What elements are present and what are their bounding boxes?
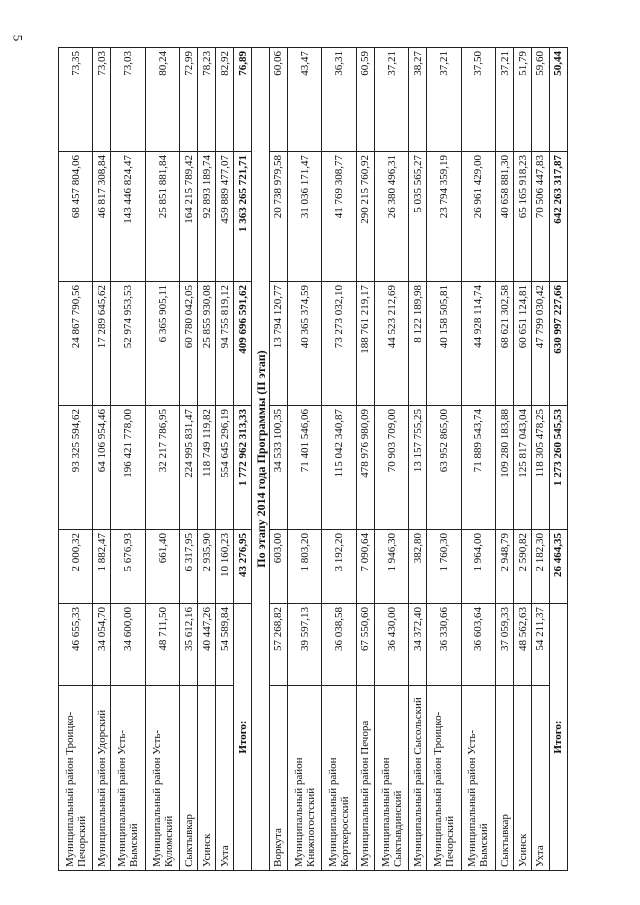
table-row <box>409 48 427 871</box>
table-row <box>216 48 234 871</box>
value-c2: 2 935,90 <box>198 530 216 604</box>
value-c1: 34 054,70 <box>93 604 111 686</box>
value-c6: 43,47 <box>287 48 321 152</box>
table-row <box>287 48 321 871</box>
value-c1: 57 268,82 <box>269 604 287 686</box>
value-c2: 603,00 <box>269 530 287 604</box>
value-c6: 80,24 <box>145 48 179 152</box>
value-c2: 2 948,79 <box>496 530 514 604</box>
value-c5: 290 215 760,92 <box>356 152 374 282</box>
total-c5: 642 263 317,87 <box>549 152 567 282</box>
value-c2: 3 192,20 <box>322 530 356 604</box>
value-c4: 13 794 120,77 <box>269 282 287 406</box>
value-c1: 54 589,84 <box>216 604 234 686</box>
value-c5: 92 893 189,74 <box>198 152 216 282</box>
value-c6: 37,21 <box>374 48 408 152</box>
value-c2: 382,80 <box>409 530 427 604</box>
value-c1: 34 372,40 <box>409 604 427 686</box>
municipality-name: Муниципальный район Усть-Вымский <box>461 686 495 871</box>
total-c4: 409 696 591,62 <box>234 282 252 406</box>
value-c1: 36 330,66 <box>427 604 461 686</box>
value-c6: 78,23 <box>198 48 216 152</box>
value-c6: 38,27 <box>409 48 427 152</box>
value-c6: 60,06 <box>269 48 287 152</box>
value-c2: 7 090,64 <box>356 530 374 604</box>
value-c2: 1 760,30 <box>427 530 461 604</box>
value-c5: 459 889 477,07 <box>216 152 234 282</box>
value-c5: 20 738 979,58 <box>269 152 287 282</box>
value-c2: 5 676,93 <box>111 530 145 604</box>
table-row <box>93 48 111 871</box>
municipality-name: Сыктывкар <box>180 686 198 871</box>
total-c6: 76,89 <box>234 48 252 152</box>
value-c1: 39 597,13 <box>287 604 321 686</box>
value-c6: 36,31 <box>322 48 356 152</box>
municipality-name: Воркута <box>269 686 287 871</box>
value-c6: 37,21 <box>427 48 461 152</box>
document-sheet <box>58 48 568 871</box>
value-c3: 71 401 546,06 <box>287 406 321 530</box>
municipality-name: Усинск <box>198 686 216 871</box>
total-label: Итого: <box>234 604 252 871</box>
value-c3: 93 325 594,62 <box>59 406 93 530</box>
value-c1: 46 655,33 <box>59 604 93 686</box>
table-row <box>514 48 532 871</box>
value-c4: 52 974 953,53 <box>111 282 145 406</box>
municipality-name: Муниципальный район Усть-Вымский <box>111 686 145 871</box>
value-c6: 59,60 <box>532 48 550 152</box>
value-c3: 554 645 296,19 <box>216 406 234 530</box>
value-c5: 164 215 789,42 <box>180 152 198 282</box>
value-c3: 224 995 831,47 <box>180 406 198 530</box>
table-row <box>322 48 356 871</box>
table-row <box>269 48 287 871</box>
value-c6: 73,35 <box>59 48 93 152</box>
value-c3: 125 817 043,04 <box>514 406 532 530</box>
value-c6: 37,21 <box>496 48 514 152</box>
value-c3: 478 976 980,09 <box>356 406 374 530</box>
value-c1: 36 038,58 <box>322 604 356 686</box>
value-c4: 44 523 212,69 <box>374 282 408 406</box>
value-c5: 65 165 918,23 <box>514 152 532 282</box>
value-c3: 71 889 543,74 <box>461 406 495 530</box>
value-c6: 60,59 <box>356 48 374 152</box>
value-c2: 661,40 <box>145 530 179 604</box>
value-c6: 73,03 <box>111 48 145 152</box>
municipality-name: Муниципальный район Троицко-Печорский <box>59 686 93 871</box>
municipality-name: Ухта <box>216 686 234 871</box>
value-c1: 36 603,64 <box>461 604 495 686</box>
municipality-name: Муниципальный район Корткеросский <box>322 686 356 871</box>
total-row <box>549 48 567 871</box>
value-c5: 70 506 447,83 <box>532 152 550 282</box>
total-c5: 1 363 265 721,71 <box>234 152 252 282</box>
value-c4: 40 365 374,59 <box>287 282 321 406</box>
table-row <box>111 48 145 871</box>
value-c6: 73,03 <box>93 48 111 152</box>
total-row <box>234 48 252 871</box>
margin-mark: · ; <box>548 48 551 68</box>
value-c2: 1 803,20 <box>287 530 321 604</box>
value-c3: 64 106 954,46 <box>93 406 111 530</box>
municipality-name: Усинск <box>514 686 532 871</box>
value-c4: 47 799 030,42 <box>532 282 550 406</box>
table-row <box>145 48 179 871</box>
value-c1: 48 562,63 <box>514 604 532 686</box>
value-c5: 46 817 308,84 <box>93 152 111 282</box>
value-c5: 31 036 171,47 <box>287 152 321 282</box>
value-c4: 188 761 219,17 <box>356 282 374 406</box>
table-row <box>532 48 550 871</box>
value-c5: 23 794 359,19 <box>427 152 461 282</box>
municipality-name: Муниципальный район Удорский <box>93 686 111 871</box>
value-c5: 143 446 824,47 <box>111 152 145 282</box>
table-row <box>198 48 216 871</box>
total-c3: 1 273 260 545,53 <box>549 406 567 530</box>
value-c1: 67 550,60 <box>356 604 374 686</box>
total-c2: 26 464,35 <box>549 530 567 604</box>
value-c3: 115 042 340,87 <box>322 406 356 530</box>
value-c4: 68 621 302,58 <box>496 282 514 406</box>
value-c6: 37,50 <box>461 48 495 152</box>
value-c4: 24 867 790,56 <box>59 282 93 406</box>
table-row <box>180 48 198 871</box>
table-row <box>374 48 408 871</box>
value-c1: 48 711,50 <box>145 604 179 686</box>
rotated-content <box>58 48 568 871</box>
value-c5: 26 380 496,31 <box>374 152 408 282</box>
value-c3: 109 280 183,88 <box>496 406 514 530</box>
value-c4: 8 122 189,98 <box>409 282 427 406</box>
value-c2: 2 182,30 <box>532 530 550 604</box>
value-c6: 82,92 <box>216 48 234 152</box>
table-row <box>496 48 514 871</box>
value-c1: 54 211,37 <box>532 604 550 686</box>
value-c4: 40 158 505,81 <box>427 282 461 406</box>
value-c2: 2 590,82 <box>514 530 532 604</box>
municipality-name: Муниципальный район Княжпогостский <box>287 686 321 871</box>
table-row <box>356 48 374 871</box>
value-c4: 60 651 124,81 <box>514 282 532 406</box>
municipality-name: Муниципальный район Сысольский <box>409 686 427 871</box>
value-c4: 60 780 042,05 <box>180 282 198 406</box>
total-c3: 1 772 962 313,33 <box>234 406 252 530</box>
value-c5: 40 658 881,30 <box>496 152 514 282</box>
municipality-name: Ухта <box>532 686 550 871</box>
value-c1: 36 430,00 <box>374 604 408 686</box>
value-c2: 6 317,95 <box>180 530 198 604</box>
value-c4: 6 365 905,11 <box>145 282 179 406</box>
value-c3: 32 217 786,95 <box>145 406 179 530</box>
value-c4: 94 755 819,12 <box>216 282 234 406</box>
value-c6: 72,99 <box>180 48 198 152</box>
value-c3: 118 749 119,82 <box>198 406 216 530</box>
total-c6: 50,44 <box>549 48 567 152</box>
value-c5: 5 035 565,27 <box>409 152 427 282</box>
value-c3: 13 157 755,25 <box>409 406 427 530</box>
value-c5: 41 769 308,77 <box>322 152 356 282</box>
section-row <box>252 48 270 871</box>
value-c3: 118 305 478,25 <box>532 406 550 530</box>
value-c3: 63 952 865,00 <box>427 406 461 530</box>
value-c5: 68 457 804,06 <box>59 152 93 282</box>
page-number: 5 <box>10 34 26 42</box>
municipality-name: Муниципальный район Усть-Куломский <box>145 686 179 871</box>
value-c2: 10 160,23 <box>216 530 234 604</box>
municipality-name: Муниципальный район Сыктывдинский <box>374 686 408 871</box>
value-c1: 34 600,00 <box>111 604 145 686</box>
value-c6: 51,79 <box>514 48 532 152</box>
value-c1: 37 059,33 <box>496 604 514 686</box>
municipality-name: Муниципальный район Троицко-Печорский <box>427 686 461 871</box>
value-c3: 34 533 100,35 <box>269 406 287 530</box>
value-c1: 40 447,26 <box>198 604 216 686</box>
program-table <box>58 47 568 871</box>
section-title: По этапу 2014 года Программы (II этап) <box>252 48 270 871</box>
value-c3: 70 903 709,00 <box>374 406 408 530</box>
value-c2: 1 964,00 <box>461 530 495 604</box>
value-c2: 1 946,30 <box>374 530 408 604</box>
value-c4: 17 289 645,62 <box>93 282 111 406</box>
value-c4: 25 855 930,08 <box>198 282 216 406</box>
table-row <box>59 48 93 871</box>
value-c1: 35 612,16 <box>180 604 198 686</box>
value-c4: 44 928 114,74 <box>461 282 495 406</box>
value-c5: 26 961 429,00 <box>461 152 495 282</box>
value-c2: 2 000,32 <box>59 530 93 604</box>
value-c5: 25 851 881,84 <box>145 152 179 282</box>
value-c3: 196 421 778,00 <box>111 406 145 530</box>
value-c4: 73 273 032,10 <box>322 282 356 406</box>
table-row <box>461 48 495 871</box>
value-c2: 1 882,47 <box>93 530 111 604</box>
total-c2: 43 276,95 <box>234 530 252 604</box>
table-row <box>427 48 461 871</box>
municipality-name: Муниципальный район Печора <box>356 686 374 871</box>
total-c4: 630 997 227,66 <box>549 282 567 406</box>
total-label: Итого: <box>549 604 567 871</box>
municipality-name: Сыктывкар <box>496 686 514 871</box>
